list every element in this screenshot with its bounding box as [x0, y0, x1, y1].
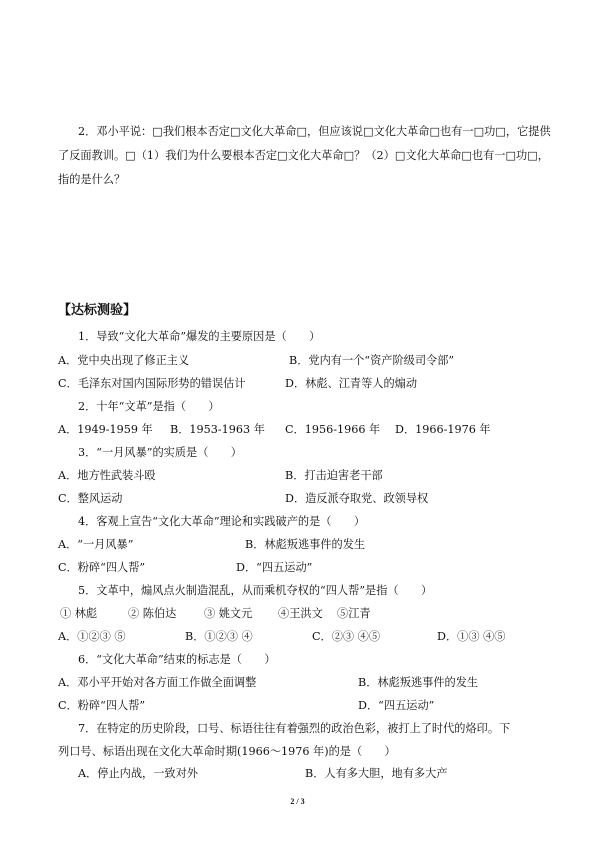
option-d: D．造反派夺取党、政领导权	[285, 492, 429, 505]
option-d: D．①③ ④⑤	[437, 630, 506, 643]
option-a: A．党中央出现了修正主义	[58, 354, 190, 367]
choice-item: ④王洪文	[278, 607, 323, 620]
option-a: A．1949-1959 年	[58, 423, 153, 436]
option-b: B．打击迫害老干部	[285, 469, 383, 482]
option-row	[0, 630, 595, 644]
question-stem-line-2: 列口号、标语出现在文化大革命时期(1966～1976 年)的是（ ）	[58, 745, 396, 758]
question-stem: 5．文革中，煽风点火制造混乱，从而乘机夺权的“四人帮”是指（ ）	[78, 584, 433, 597]
q2-line-1: 2．邓小平说：□我们根本否定□文化大革命□，但应该说□文化大革命□也有一□功□，它提供	[78, 125, 551, 138]
choice-item: ② 陈伯达	[128, 607, 177, 620]
option-c: C．粉碎“四人帮”	[58, 561, 146, 574]
option-c: C．毛泽东对国内国际形势的错误估计	[58, 377, 246, 390]
choice-item: ③ 姚文元	[204, 607, 253, 620]
option-row	[0, 699, 595, 713]
option-a: A．停止内战，一致对外	[78, 767, 198, 780]
option-b: B．人有多大胆，地有多大产	[305, 767, 448, 780]
option-b: B．林彪叛逃事件的发生	[358, 676, 479, 689]
option-d: D．林彪、江青等人的煽动	[285, 377, 418, 390]
question-stem: 1．导致“文化大革命”爆发的主要原因是（ ）	[78, 330, 321, 343]
choice-item: ① 林彪	[60, 607, 98, 620]
option-d: D．“四五运动”	[236, 561, 313, 574]
option-row	[0, 354, 595, 368]
option-c: C．1956-1966 年	[285, 423, 381, 436]
option-d: D．1966-1976 年	[395, 423, 491, 436]
option-b: B．①②③ ④	[185, 630, 253, 643]
choice-item: ⑤江青	[337, 607, 371, 620]
option-b: B．党内有一个“资产阶级司令部”	[289, 354, 455, 367]
option-row	[0, 492, 595, 506]
option-c: C．②③ ④⑤	[312, 630, 381, 643]
page-number: 2 / 3	[290, 797, 305, 806]
question-stem: 3．“一月风暴”的实质是（ ）	[78, 446, 242, 459]
option-row	[0, 469, 595, 483]
choice-items-row	[0, 607, 595, 621]
question-stem: 2．十年“文革”是指（ ）	[78, 400, 220, 413]
option-row	[0, 538, 595, 552]
option-c: C．整风运动	[58, 492, 123, 505]
question-stem: 4．客观上宣告“文化大革命”理论和实践破产的是（ ）	[78, 515, 366, 528]
option-row	[0, 561, 595, 575]
q2-line-3: 指的是什么？	[58, 173, 126, 186]
option-d: D．“四五运动”	[358, 699, 435, 712]
option-row	[0, 676, 595, 690]
option-row	[0, 377, 595, 391]
option-a: A．①②③ ⑤	[58, 630, 126, 643]
question-stem-line-1: 7．在特定的历史阶段，口号、标语往往有着强烈的政治色彩，被打上了时代的烙印。下	[78, 722, 511, 735]
option-a: A．地方性武装斗殴	[58, 469, 156, 482]
option-a: A．“一月风暴”	[58, 538, 134, 551]
option-c: C．粉碎“四人帮”	[58, 699, 146, 712]
section-title: 【达标测验】	[58, 303, 137, 318]
question-stem: 6．“文化大革命”结束的标志是（ ）	[78, 653, 276, 666]
option-b: B．1953-1963 年	[170, 423, 265, 436]
option-row	[0, 423, 595, 437]
option-row	[0, 757, 595, 780]
q2-line-2: 了反面教训。□（1）我们为什么要根本否定□文化大革命□？（2）□文化大革命□也有一□功□，	[58, 149, 549, 162]
option-a: A．邓小平开始对各方面工作做全面调整	[58, 676, 257, 689]
option-b: B．林彪叛逃事件的发生	[245, 538, 366, 551]
